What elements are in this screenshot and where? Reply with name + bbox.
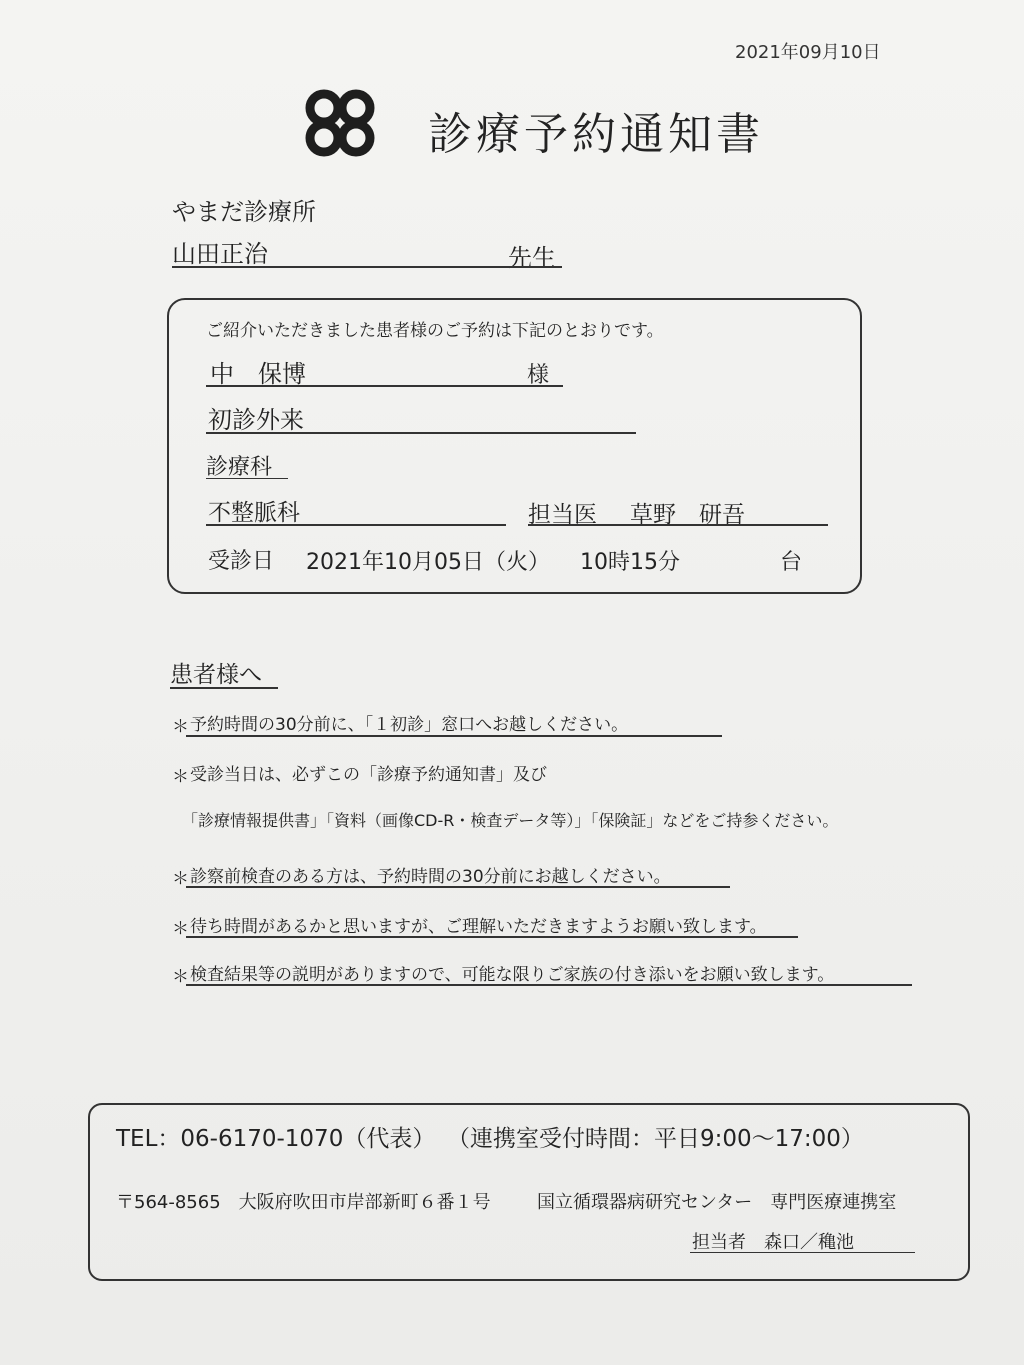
notice-bullet: ＊ (172, 967, 189, 987)
contact-staff: 担当者 森口／穐池 (692, 1232, 854, 1253)
contact-hours: （連携室受付時間：平日9:00～17:00） (447, 1126, 864, 1152)
appointment-time-suffix: 台 (780, 550, 803, 575)
department-value: 不整脈科 (208, 500, 300, 526)
contact-address: 〒564-8565 大阪府吹田市岸部新町６番１号 (116, 1192, 491, 1213)
notice-underline (186, 984, 912, 986)
notice-item: 予約時間の30分前に、「１初診」窓口へお越しください。 (190, 715, 629, 735)
contact-telephone: TEL：06-6170-1070（代表） (116, 1126, 436, 1152)
visit-type: 初診外来 (208, 406, 304, 434)
department-underline (206, 524, 506, 526)
doctor-honorific: 先生 (508, 244, 556, 272)
attending-doctor-label: 担当医 (528, 502, 597, 528)
doctor-underline (172, 266, 562, 268)
notice-heading-underline (170, 687, 278, 689)
issue-date: 2021年09月10日 (735, 42, 881, 63)
notice-bullet: ＊ (172, 717, 189, 737)
notice-bullet: ＊ (172, 767, 189, 787)
notice-item: 受診当日は、必ずこの「診療予約通知書」及び (190, 765, 547, 785)
notice-item: 検査結果等の説明がありますので、可能な限りご家族の付き添いをお願い致します。 (190, 965, 835, 985)
notice-item: 待ち時間があるかと思いますが、ご理解いただきますようお願い致します。 (190, 917, 767, 937)
document-title: 診療予約通知書 (428, 109, 764, 160)
referring-doctor: 山田正治 (172, 240, 268, 268)
appointment-date: 2021年10月05日（火） (306, 550, 550, 575)
notice-bullet: ＊ (172, 919, 189, 939)
notice-underline (186, 886, 730, 888)
notice-bullet: ＊ (172, 869, 189, 889)
patient-name: 中 保博 (210, 360, 306, 388)
department-label: 診療科 (206, 455, 273, 480)
patient-honorific: 様 (527, 363, 550, 388)
circle-knot-logo-icon (300, 86, 380, 162)
referring-clinic: やまだ診療所 (172, 198, 316, 226)
attending-doctor-name: 草野 研吾 (630, 502, 745, 528)
notice-item: 「診療情報提供書」「資料（画像CD-R・検査データ等）」「保険証」などをご持参ください。 (182, 811, 839, 830)
attending-doctor-underline (528, 524, 828, 526)
notice-underline (186, 735, 722, 737)
patient-underline (206, 385, 563, 387)
appointment-date-label: 受診日 (208, 549, 275, 574)
notice-heading: 患者様へ (170, 662, 262, 688)
contact-institution: 国立循環器病研究センター 専門医療連携室 (537, 1192, 897, 1213)
department-label-underline (206, 478, 288, 479)
staff-underline (690, 1252, 915, 1253)
reservation-intro: ご紹介いただきました患者様のご予約は下記のとおりです。 (206, 321, 664, 341)
appointment-time: 10時15分 (580, 550, 680, 575)
notice-item: 診察前検査のある方は、予約時間の30分前にお越しください。 (190, 867, 671, 887)
visit-underline (206, 432, 636, 434)
notice-underline (186, 936, 798, 938)
